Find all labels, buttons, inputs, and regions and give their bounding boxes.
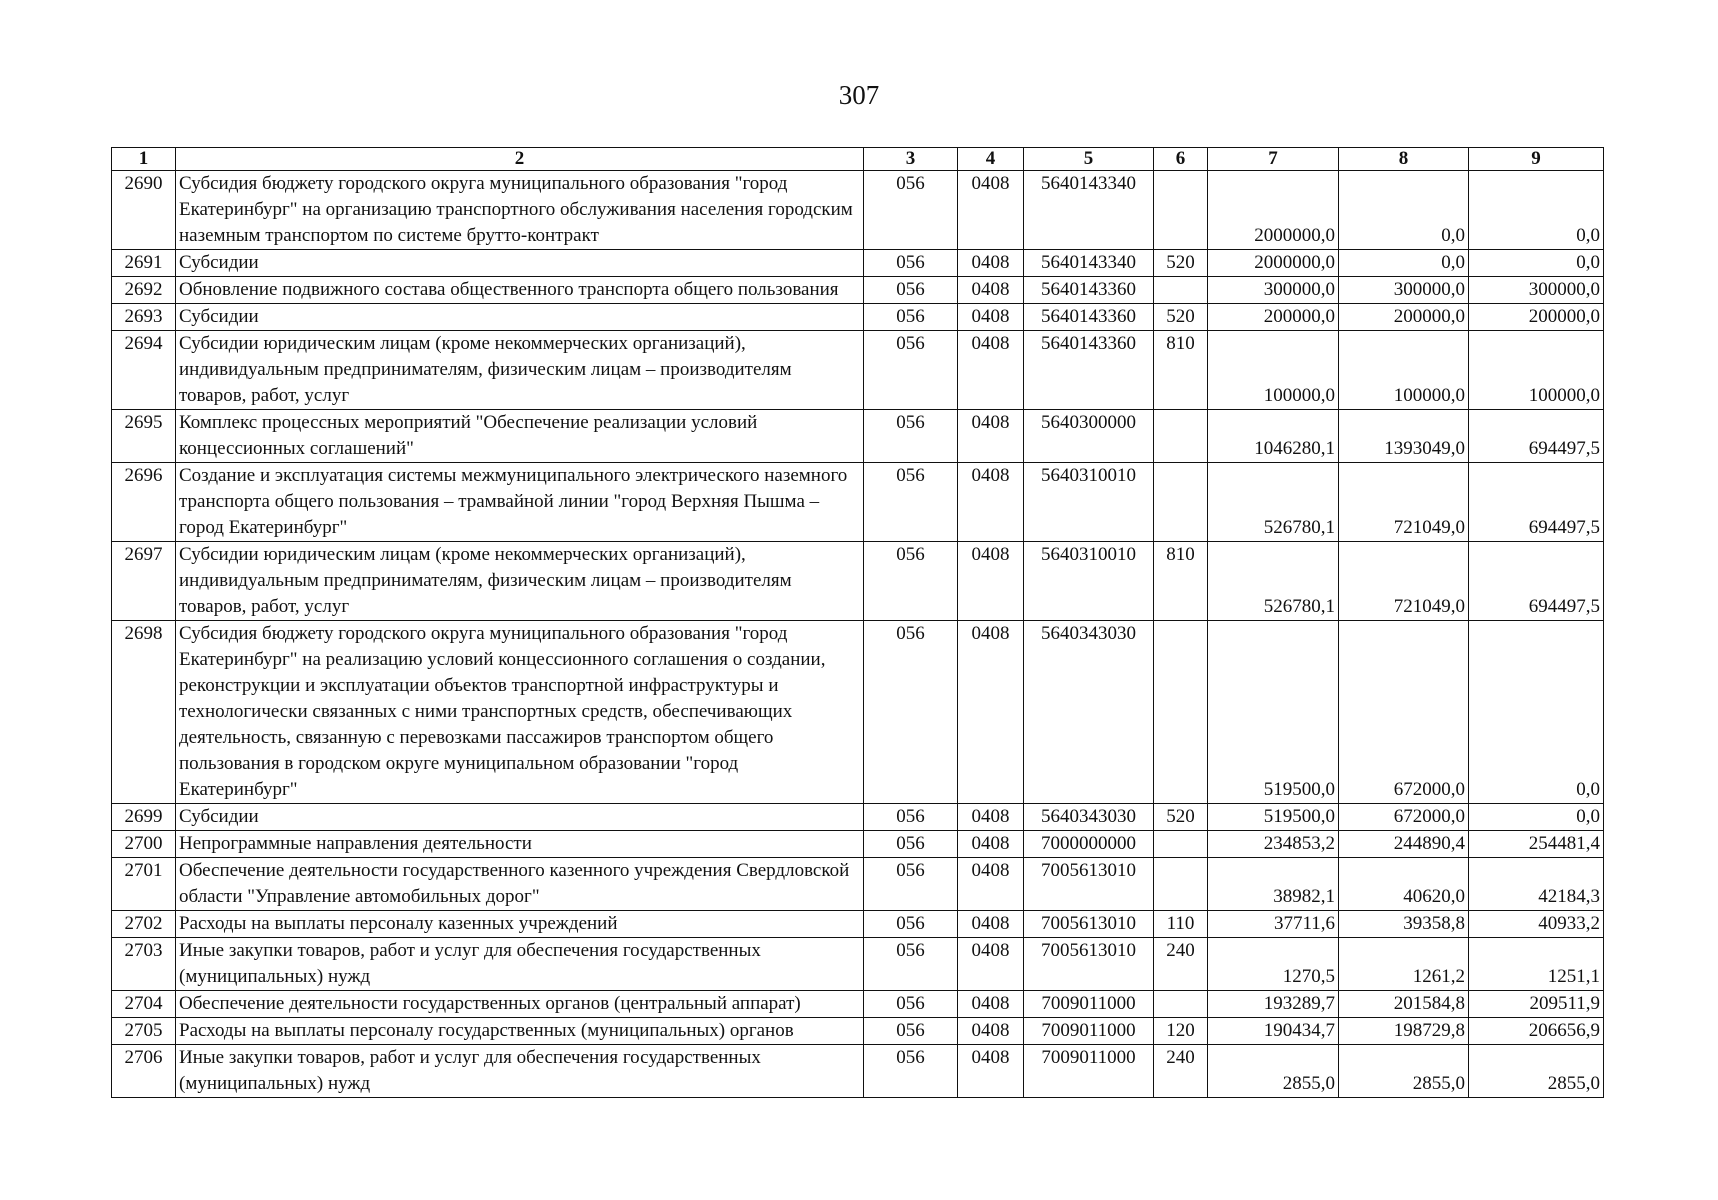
amount-col-9-cell: 694497,5 <box>1469 542 1604 621</box>
section-code-cell: 0408 <box>958 991 1024 1018</box>
header-col-8: 8 <box>1339 148 1469 171</box>
ministry-code-cell: 056 <box>864 831 958 858</box>
ministry-code-cell: 056 <box>864 410 958 463</box>
row-number-cell: 2690 <box>112 171 176 250</box>
section-code-cell: 0408 <box>958 277 1024 304</box>
header-row <box>112 148 1604 171</box>
ministry-code-cell: 056 <box>864 542 958 621</box>
section-code-cell: 0408 <box>958 463 1024 542</box>
amount-col-9-cell: 0,0 <box>1469 250 1604 277</box>
row-name-cell: Субсидии <box>176 250 864 277</box>
target-article-cell: 7005613010 <box>1024 938 1154 991</box>
header-col-6: 6 <box>1154 148 1208 171</box>
row-name-cell: Субсидия бюджету городского округа муниципального образования "город Екатеринбург" на реализацию условий концессионного соглашения о создании, реконструкции и эксплуатации объектов транспортной инфраструктуры и технологически связанных с ними транспортных средств, обеспечивающих деятельность, связанную с перевозками пассажиров транспортом общего пользования в городском округе муниципальном образовании "город Екатеринбург" <box>176 621 864 804</box>
row-name-cell: Расходы на выплаты персоналу государственных (муниципальных) органов <box>176 1018 864 1045</box>
section-code-cell: 0408 <box>958 250 1024 277</box>
header-col-7: 7 <box>1208 148 1339 171</box>
ministry-code-cell: 056 <box>864 277 958 304</box>
amount-col-9-cell: 1251,1 <box>1469 938 1604 991</box>
target-article-cell: 5640143360 <box>1024 304 1154 331</box>
expense-type-cell: 520 <box>1154 250 1208 277</box>
expense-type-cell <box>1154 858 1208 911</box>
expense-type-cell: 240 <box>1154 938 1208 991</box>
amount-col-7-cell: 526780,1 <box>1208 542 1339 621</box>
row-number-cell: 2704 <box>112 991 176 1018</box>
table-row <box>112 331 1604 410</box>
table-row <box>112 804 1604 831</box>
row-name-cell: Расходы на выплаты персоналу казенных учреждений <box>176 911 864 938</box>
section-code-cell: 0408 <box>958 410 1024 463</box>
ministry-code-cell: 056 <box>864 463 958 542</box>
target-article-cell: 5640343030 <box>1024 621 1154 804</box>
section-code-cell: 0408 <box>958 304 1024 331</box>
expense-type-cell: 810 <box>1154 542 1208 621</box>
amount-col-8-cell: 200000,0 <box>1339 304 1469 331</box>
amount-col-9-cell: 209511,9 <box>1469 991 1604 1018</box>
row-number-cell: 2705 <box>112 1018 176 1045</box>
ministry-code-cell: 056 <box>864 331 958 410</box>
header-col-9: 9 <box>1469 148 1604 171</box>
amount-col-8-cell: 1261,2 <box>1339 938 1469 991</box>
target-article-cell: 5640310010 <box>1024 542 1154 621</box>
amount-col-7-cell: 200000,0 <box>1208 304 1339 331</box>
target-article-cell: 7005613010 <box>1024 911 1154 938</box>
amount-col-9-cell: 0,0 <box>1469 804 1604 831</box>
expense-type-cell: 810 <box>1154 331 1208 410</box>
row-number-cell: 2696 <box>112 463 176 542</box>
section-code-cell: 0408 <box>958 911 1024 938</box>
amount-col-7-cell: 190434,7 <box>1208 1018 1339 1045</box>
amount-col-9-cell: 300000,0 <box>1469 277 1604 304</box>
target-article-cell: 5640143360 <box>1024 277 1154 304</box>
row-number-cell: 2706 <box>112 1045 176 1098</box>
target-article-cell: 7009011000 <box>1024 1045 1154 1098</box>
amount-col-9-cell: 200000,0 <box>1469 304 1604 331</box>
amount-col-8-cell: 198729,8 <box>1339 1018 1469 1045</box>
row-number-cell: 2697 <box>112 542 176 621</box>
table-body <box>112 171 1604 1098</box>
amount-col-8-cell: 721049,0 <box>1339 542 1469 621</box>
expense-type-cell <box>1154 410 1208 463</box>
header-col-4: 4 <box>958 148 1024 171</box>
expense-type-cell <box>1154 463 1208 542</box>
row-number-cell: 2699 <box>112 804 176 831</box>
row-name-cell: Создание и эксплуатация системы межмуниципального электрического наземного транспорта общего пользования – трамвайной линии "город Верхняя Пышма – город Екатеринбург" <box>176 463 864 542</box>
section-code-cell: 0408 <box>958 1018 1024 1045</box>
target-article-cell: 7005613010 <box>1024 858 1154 911</box>
amount-col-8-cell: 40620,0 <box>1339 858 1469 911</box>
table-row <box>112 410 1604 463</box>
table-row <box>112 304 1604 331</box>
expense-type-cell: 120 <box>1154 1018 1208 1045</box>
table-row <box>112 911 1604 938</box>
expense-type-cell <box>1154 277 1208 304</box>
amount-col-9-cell: 206656,9 <box>1469 1018 1604 1045</box>
expense-type-cell: 240 <box>1154 1045 1208 1098</box>
amount-col-8-cell: 244890,4 <box>1339 831 1469 858</box>
row-name-cell: Субсидии <box>176 804 864 831</box>
row-name-cell: Обеспечение деятельности государственных органов (центральный аппарат) <box>176 991 864 1018</box>
table-row <box>112 938 1604 991</box>
table-row <box>112 1018 1604 1045</box>
row-number-cell: 2703 <box>112 938 176 991</box>
amount-col-9-cell: 100000,0 <box>1469 331 1604 410</box>
amount-col-8-cell: 0,0 <box>1339 250 1469 277</box>
section-code-cell: 0408 <box>958 171 1024 250</box>
amount-col-7-cell: 1270,5 <box>1208 938 1339 991</box>
target-article-cell: 5640143360 <box>1024 331 1154 410</box>
row-number-cell: 2694 <box>112 331 176 410</box>
row-number-cell: 2702 <box>112 911 176 938</box>
target-article-cell: 7000000000 <box>1024 831 1154 858</box>
header-col-2: 2 <box>176 148 864 171</box>
ministry-code-cell: 056 <box>864 171 958 250</box>
amount-col-7-cell: 193289,7 <box>1208 991 1339 1018</box>
ministry-code-cell: 056 <box>864 1045 958 1098</box>
amount-col-8-cell: 672000,0 <box>1339 621 1469 804</box>
amount-col-7-cell: 519500,0 <box>1208 621 1339 804</box>
amount-col-7-cell: 2000000,0 <box>1208 171 1339 250</box>
amount-col-7-cell: 100000,0 <box>1208 331 1339 410</box>
row-number-cell: 2695 <box>112 410 176 463</box>
section-code-cell: 0408 <box>958 621 1024 804</box>
section-code-cell: 0408 <box>958 331 1024 410</box>
amount-col-8-cell: 721049,0 <box>1339 463 1469 542</box>
table-row <box>112 831 1604 858</box>
amount-col-7-cell: 1046280,1 <box>1208 410 1339 463</box>
section-code-cell: 0408 <box>958 804 1024 831</box>
section-code-cell: 0408 <box>958 831 1024 858</box>
ministry-code-cell: 056 <box>864 804 958 831</box>
row-name-cell: Непрограммные направления деятельности <box>176 831 864 858</box>
row-number-cell: 2700 <box>112 831 176 858</box>
row-name-cell: Иные закупки товаров, работ и услуг для обеспечения государственных (муниципальных) нужд <box>176 938 864 991</box>
expense-type-cell <box>1154 171 1208 250</box>
amount-col-9-cell: 40933,2 <box>1469 911 1604 938</box>
table-row <box>112 250 1604 277</box>
amount-col-7-cell: 2000000,0 <box>1208 250 1339 277</box>
table-row <box>112 463 1604 542</box>
row-number-cell: 2693 <box>112 304 176 331</box>
ministry-code-cell: 056 <box>864 250 958 277</box>
row-number-cell: 2698 <box>112 621 176 804</box>
section-code-cell: 0408 <box>958 858 1024 911</box>
amount-col-8-cell: 2855,0 <box>1339 1045 1469 1098</box>
ministry-code-cell: 056 <box>864 938 958 991</box>
amount-col-8-cell: 1393049,0 <box>1339 410 1469 463</box>
row-number-cell: 2692 <box>112 277 176 304</box>
expense-type-cell <box>1154 831 1208 858</box>
row-name-cell: Иные закупки товаров, работ и услуг для обеспечения государственных (муниципальных) нужд <box>176 1045 864 1098</box>
table-row <box>112 542 1604 621</box>
amount-col-9-cell: 2855,0 <box>1469 1045 1604 1098</box>
header-col-1: 1 <box>112 148 176 171</box>
expense-type-cell <box>1154 621 1208 804</box>
amount-col-7-cell: 38982,1 <box>1208 858 1339 911</box>
table-row <box>112 858 1604 911</box>
target-article-cell: 7009011000 <box>1024 1018 1154 1045</box>
amount-col-7-cell: 234853,2 <box>1208 831 1339 858</box>
table-row <box>112 991 1604 1018</box>
amount-col-8-cell: 0,0 <box>1339 171 1469 250</box>
row-name-cell: Обеспечение деятельности государственного казенного учреждения Свердловской области "Управление автомобильных дорог" <box>176 858 864 911</box>
amount-col-7-cell: 526780,1 <box>1208 463 1339 542</box>
table-row <box>112 621 1604 804</box>
ministry-code-cell: 056 <box>864 911 958 938</box>
section-code-cell: 0408 <box>958 938 1024 991</box>
amount-col-9-cell: 0,0 <box>1469 621 1604 804</box>
table-row <box>112 1045 1604 1098</box>
amount-col-9-cell: 0,0 <box>1469 171 1604 250</box>
budget-table <box>111 147 1604 1098</box>
amount-col-7-cell: 2855,0 <box>1208 1045 1339 1098</box>
row-number-cell: 2701 <box>112 858 176 911</box>
expense-type-cell: 520 <box>1154 304 1208 331</box>
row-number-cell: 2691 <box>112 250 176 277</box>
amount-col-8-cell: 300000,0 <box>1339 277 1469 304</box>
target-article-cell: 5640143340 <box>1024 171 1154 250</box>
amount-col-8-cell: 672000,0 <box>1339 804 1469 831</box>
amount-col-9-cell: 42184,3 <box>1469 858 1604 911</box>
amount-col-7-cell: 300000,0 <box>1208 277 1339 304</box>
ministry-code-cell: 056 <box>864 858 958 911</box>
amount-col-8-cell: 201584,8 <box>1339 991 1469 1018</box>
target-article-cell: 5640310010 <box>1024 463 1154 542</box>
row-name-cell: Субсидии юридическим лицам (кроме некоммерческих организаций), индивидуальным предпринимателям, физическим лицам – производителям товаров, работ, услуг <box>176 331 864 410</box>
row-name-cell: Субсидии <box>176 304 864 331</box>
expense-type-cell: 110 <box>1154 911 1208 938</box>
target-article-cell: 7009011000 <box>1024 991 1154 1018</box>
target-article-cell: 5640343030 <box>1024 804 1154 831</box>
amount-col-9-cell: 694497,5 <box>1469 410 1604 463</box>
target-article-cell: 5640300000 <box>1024 410 1154 463</box>
row-name-cell: Субсидия бюджету городского округа муниципального образования "город Екатеринбург" на организацию транспортного обслуживания населения городским наземным транспортом по системе брутто-контракт <box>176 171 864 250</box>
amount-col-8-cell: 100000,0 <box>1339 331 1469 410</box>
ministry-code-cell: 056 <box>864 304 958 331</box>
amount-col-8-cell: 39358,8 <box>1339 911 1469 938</box>
ministry-code-cell: 056 <box>864 1018 958 1045</box>
page-number: 307 <box>838 80 880 110</box>
amount-col-9-cell: 694497,5 <box>1469 463 1604 542</box>
amount-col-9-cell: 254481,4 <box>1469 831 1604 858</box>
amount-col-7-cell: 37711,6 <box>1208 911 1339 938</box>
row-name-cell: Субсидии юридическим лицам (кроме некоммерческих организаций), индивидуальным предпринимателям, физическим лицам – производителям товаров, работ, услуг <box>176 542 864 621</box>
ministry-code-cell: 056 <box>864 621 958 804</box>
target-article-cell: 5640143340 <box>1024 250 1154 277</box>
amount-col-7-cell: 519500,0 <box>1208 804 1339 831</box>
row-name-cell: Комплекс процессных мероприятий "Обеспечение реализации условий концессионных соглашений" <box>176 410 864 463</box>
header-col-5: 5 <box>1024 148 1154 171</box>
ministry-code-cell: 056 <box>864 991 958 1018</box>
section-code-cell: 0408 <box>958 542 1024 621</box>
table-row <box>112 277 1604 304</box>
table-row <box>112 171 1604 250</box>
expense-type-cell <box>1154 991 1208 1018</box>
header-col-3: 3 <box>864 148 958 171</box>
section-code-cell: 0408 <box>958 1045 1024 1098</box>
row-name-cell: Обновление подвижного состава общественного транспорта общего пользования <box>176 277 864 304</box>
expense-type-cell: 520 <box>1154 804 1208 831</box>
